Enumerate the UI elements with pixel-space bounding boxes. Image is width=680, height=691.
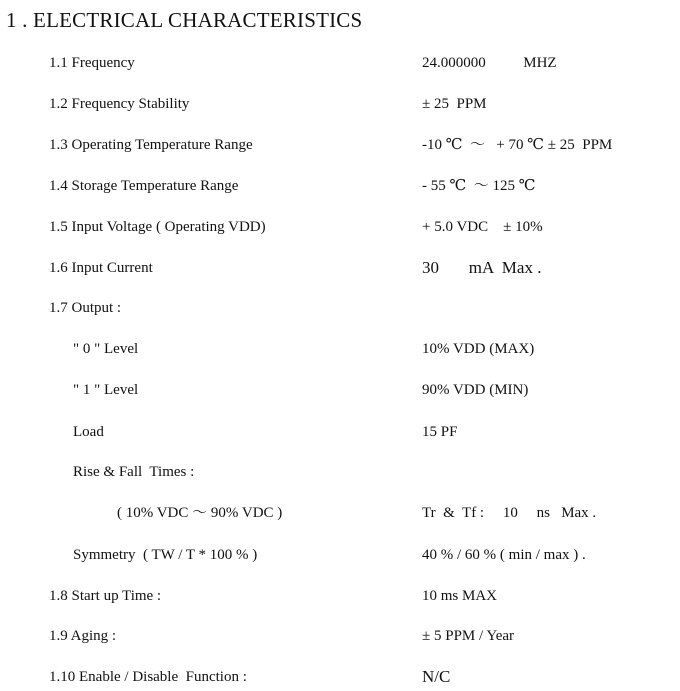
spec-label: Load — [73, 424, 104, 440]
spec-value: 10% VDD (MAX) — [422, 341, 535, 357]
spec-value: 90% VDD (MIN) — [422, 382, 529, 398]
spec-row-frequency-stability — [0, 94, 680, 118]
spec-value: 15 PF — [422, 424, 458, 440]
spec-label: 1.5 Input Voltage ( Operating VDD) — [49, 219, 266, 235]
spec-row-symmetry — [0, 545, 680, 569]
spec-row-input-voltage — [0, 217, 680, 241]
spec-row-level-1 — [0, 380, 680, 404]
spec-row-operating-temperature — [0, 135, 680, 159]
spec-row-frequency — [0, 53, 680, 77]
spec-value: - 55 ℃ ～ 125 ℃ — [422, 178, 536, 194]
spec-row-storage-temperature — [0, 176, 680, 200]
spec-row-rise-fall-range — [0, 503, 680, 527]
spec-value: N/C — [422, 667, 451, 686]
spec-value: ± 5 PPM / Year — [422, 628, 515, 644]
spec-value: 24.000000 MHZ — [422, 55, 557, 71]
spec-label: 1.10 Enable / Disable Function : — [49, 669, 247, 685]
spec-row-level-0 — [0, 339, 680, 363]
spec-value: 30 mA Max . — [422, 258, 542, 277]
spec-value: -10 ℃ ～ + 70 ℃ ± 25 PPM — [422, 137, 613, 153]
spec-value: + 5.0 VDC ± 10% — [422, 219, 543, 235]
spec-label: 1.7 Output : — [49, 300, 122, 316]
spec-label: Symmetry ( TW / T * 100 % ) — [73, 547, 258, 563]
spec-label: 1.8 Start up Time : — [49, 588, 162, 604]
spec-value: 10 ms MAX — [422, 588, 498, 604]
spec-label: 1.4 Storage Temperature Range — [49, 178, 239, 194]
spec-value: ± 25 PPM — [422, 96, 487, 112]
spec-row-aging — [0, 626, 680, 650]
spec-label: 1.6 Input Current — [49, 260, 153, 276]
spec-label: Rise & Fall Times : — [73, 464, 195, 480]
section-title: 1 . ELECTRICAL CHARACTERISTICS — [6, 8, 363, 32]
spec-label: 1.2 Frequency Stability — [49, 96, 190, 112]
spec-row-output — [0, 298, 680, 322]
spec-label: 1.9 Aging : — [49, 628, 117, 644]
spec-label: " 0 " Level — [73, 341, 139, 357]
spec-row-input-current — [0, 258, 680, 282]
spec-label: ( 10% VDC ～ 90% VDC ) — [117, 505, 283, 521]
spec-row-enable-disable — [0, 667, 680, 691]
spec-row-start-up-time — [0, 586, 680, 610]
spec-label: " 1 " Level — [73, 382, 139, 398]
spec-value: 40 % / 60 % ( min / max ) . — [422, 547, 586, 563]
spec-value: Tr & Tf : 10 ns Max . — [422, 505, 597, 521]
spec-label: 1.3 Operating Temperature Range — [49, 137, 253, 153]
spec-label: 1.1 Frequency — [49, 55, 135, 71]
spec-row-load — [0, 422, 680, 446]
spec-row-rise-fall-times — [0, 462, 680, 486]
